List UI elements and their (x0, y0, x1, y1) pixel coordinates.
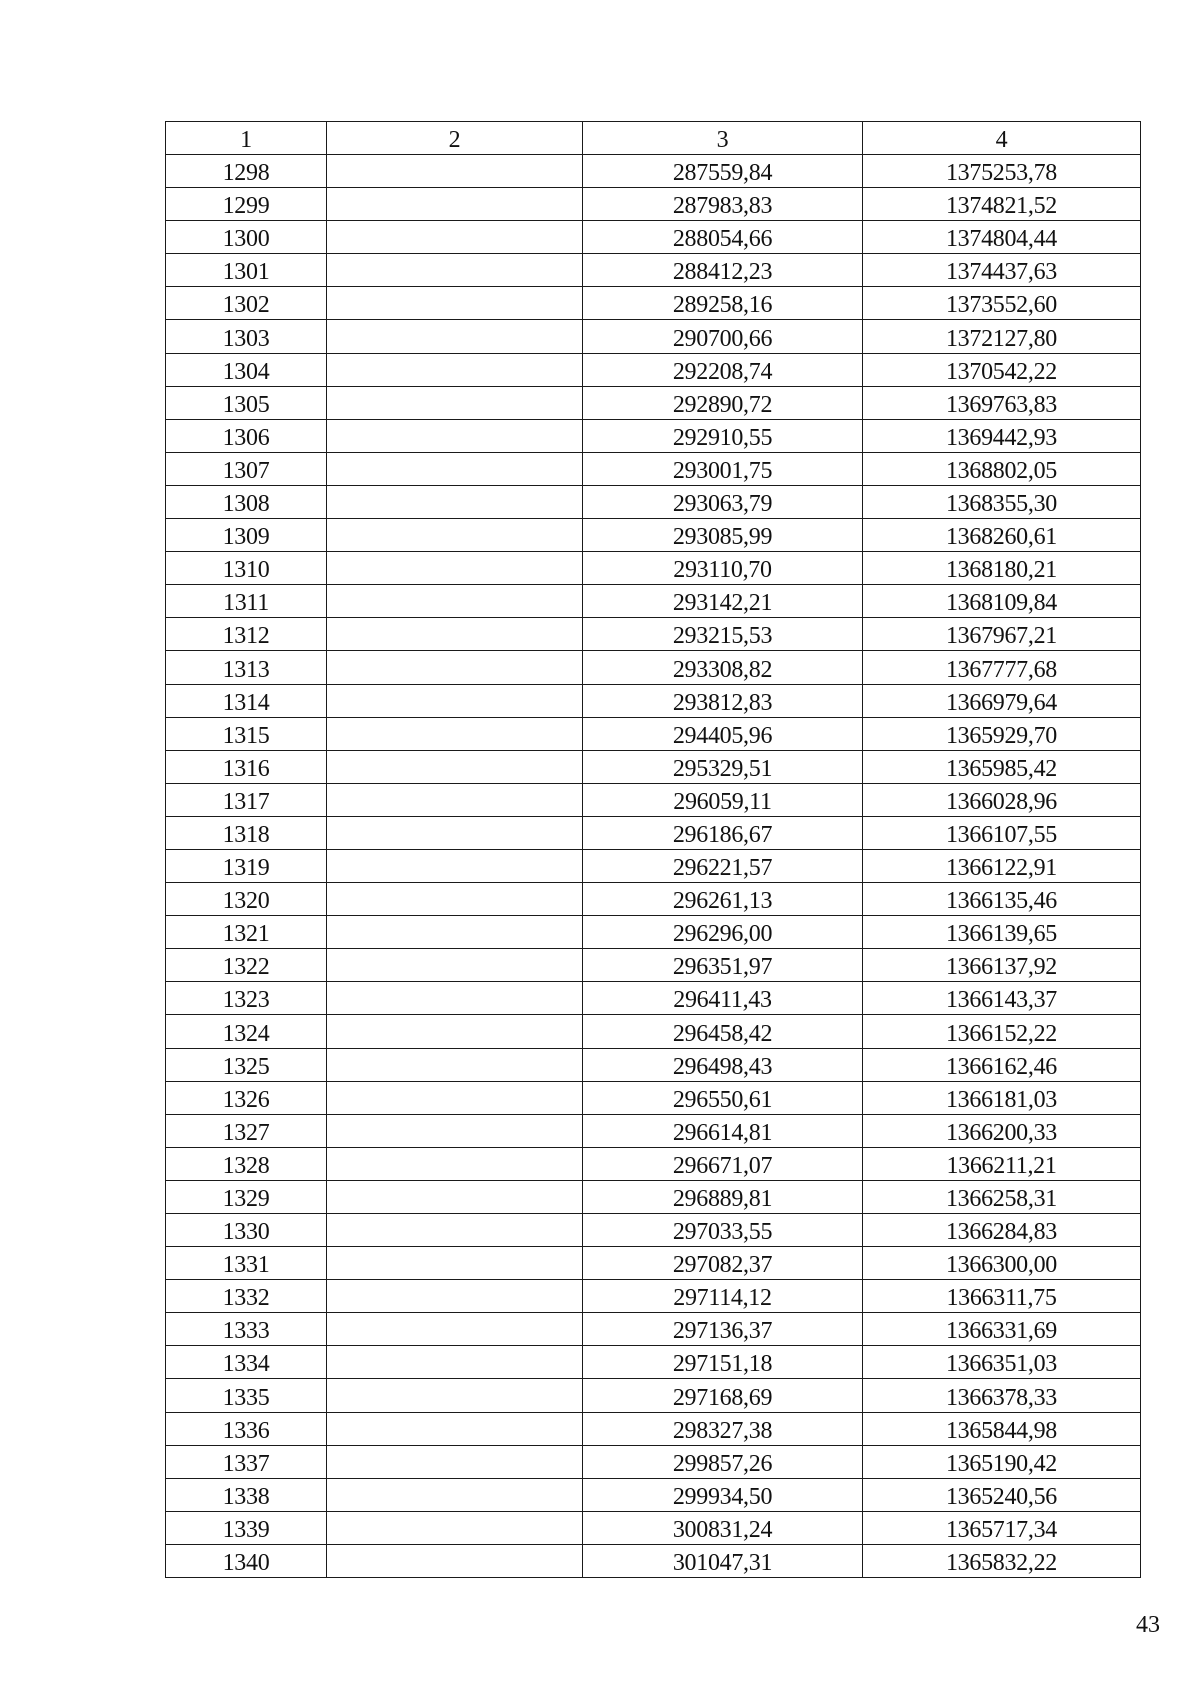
table-cell-col-1: 1299 (166, 188, 327, 221)
table-cell-col-3: 299934,50 (583, 1478, 863, 1511)
table-cell-col-3: 294405,96 (583, 717, 863, 750)
table-cell-col-4: 1366028,96 (863, 783, 1141, 816)
table-cell-col-3: 288054,66 (583, 221, 863, 254)
table-row (166, 386, 1141, 419)
table-cell-col-3: 297168,69 (583, 1379, 863, 1412)
table-cell-col-3: 296351,97 (583, 949, 863, 982)
table-cell-col-1: 1308 (166, 485, 327, 518)
table-cell-col-1: 1329 (166, 1180, 327, 1213)
table-cell-col-2 (327, 1544, 583, 1577)
table-row (166, 1445, 1141, 1478)
table-cell-col-3: 296296,00 (583, 916, 863, 949)
table-row (166, 1544, 1141, 1577)
table-row (166, 353, 1141, 386)
coordinates-table (165, 121, 1141, 1578)
table-header (166, 122, 1141, 155)
table-cell-col-1: 1307 (166, 452, 327, 485)
table-cell-col-4: 1374437,63 (863, 254, 1141, 287)
table-cell-col-4: 1365240,56 (863, 1478, 1141, 1511)
table-cell-col-3: 297151,18 (583, 1346, 863, 1379)
table-row (166, 1214, 1141, 1247)
table-cell-col-3: 292208,74 (583, 353, 863, 386)
table-cell-col-1: 1322 (166, 949, 327, 982)
table-row (166, 287, 1141, 320)
table-cell-col-2 (327, 982, 583, 1015)
table-cell-col-3: 293215,53 (583, 618, 863, 651)
table-row (166, 883, 1141, 916)
table-row (166, 1081, 1141, 1114)
table-cell-col-1: 1321 (166, 916, 327, 949)
table-cell-col-2 (327, 221, 583, 254)
table-row (166, 949, 1141, 982)
table-cell-col-3: 293001,75 (583, 452, 863, 485)
table-cell-col-1: 1302 (166, 287, 327, 320)
table-cell-col-2 (327, 883, 583, 916)
table-cell-col-2 (327, 1478, 583, 1511)
table-cell-col-2 (327, 1114, 583, 1147)
table-cell-col-4: 1365832,22 (863, 1544, 1141, 1577)
table-cell-col-2 (327, 585, 583, 618)
table-cell-col-1: 1332 (166, 1280, 327, 1313)
table-cell-col-4: 1366181,03 (863, 1081, 1141, 1114)
table-cell-col-3: 296059,11 (583, 783, 863, 816)
table-cell-col-1: 1324 (166, 1015, 327, 1048)
table-row (166, 1180, 1141, 1213)
table-cell-col-4: 1366139,65 (863, 916, 1141, 949)
table-cell-col-3: 288412,23 (583, 254, 863, 287)
table-row (166, 585, 1141, 618)
table-cell-col-1: 1323 (166, 982, 327, 1015)
column-header-4: 4 (863, 122, 1141, 155)
table-cell-col-2 (327, 1214, 583, 1247)
table-cell-col-3: 296498,43 (583, 1048, 863, 1081)
table-cell-col-1: 1311 (166, 585, 327, 618)
table-cell-col-1: 1312 (166, 618, 327, 651)
table-cell-col-2 (327, 386, 583, 419)
table-cell-col-2 (327, 552, 583, 585)
table-cell-col-4: 1366211,21 (863, 1147, 1141, 1180)
table-row (166, 1412, 1141, 1445)
table-cell-col-1: 1335 (166, 1379, 327, 1412)
table-row (166, 1247, 1141, 1280)
page-number: 43 (1136, 1612, 1160, 1638)
table-cell-col-2 (327, 684, 583, 717)
table-cell-col-3: 290700,66 (583, 320, 863, 353)
table-cell-col-2 (327, 916, 583, 949)
table-cell-col-2 (327, 1511, 583, 1544)
table-row (166, 651, 1141, 684)
table-cell-col-1: 1336 (166, 1412, 327, 1445)
table-cell-col-2 (327, 651, 583, 684)
table-cell-col-4: 1366351,03 (863, 1346, 1141, 1379)
table-cell-col-3: 293110,70 (583, 552, 863, 585)
table-cell-col-1: 1331 (166, 1247, 327, 1280)
table-row (166, 552, 1141, 585)
table-cell-col-3: 300831,24 (583, 1511, 863, 1544)
table-row (166, 816, 1141, 849)
table-cell-col-1: 1303 (166, 320, 327, 353)
table-cell-col-1: 1330 (166, 1214, 327, 1247)
table-cell-col-1: 1310 (166, 552, 327, 585)
table-cell-col-3: 293085,99 (583, 519, 863, 552)
column-header-1: 1 (166, 122, 327, 155)
table-cell-col-4: 1365190,42 (863, 1445, 1141, 1478)
table-cell-col-4: 1373552,60 (863, 287, 1141, 320)
table-cell-col-1: 1320 (166, 883, 327, 916)
table-row (166, 188, 1141, 221)
table-cell-col-1: 1298 (166, 155, 327, 188)
table-cell-col-4: 1370542,22 (863, 353, 1141, 386)
table-cell-col-4: 1365844,98 (863, 1412, 1141, 1445)
table-row (166, 1511, 1141, 1544)
table-row (166, 717, 1141, 750)
table-cell-col-3: 287559,84 (583, 155, 863, 188)
table-cell-col-1: 1339 (166, 1511, 327, 1544)
table-cell-col-3: 297136,37 (583, 1313, 863, 1346)
table-cell-col-4: 1366300,00 (863, 1247, 1141, 1280)
table-cell-col-2 (327, 750, 583, 783)
table-cell-col-1: 1326 (166, 1081, 327, 1114)
table-cell-col-2 (327, 717, 583, 750)
table-cell-col-3: 296889,81 (583, 1180, 863, 1213)
table-cell-col-2 (327, 353, 583, 386)
table-cell-col-1: 1315 (166, 717, 327, 750)
table-cell-col-4: 1367777,68 (863, 651, 1141, 684)
table-cell-col-2 (327, 849, 583, 882)
table-cell-col-3: 297082,37 (583, 1247, 863, 1280)
table-cell-col-2 (327, 1445, 583, 1478)
table-cell-col-3: 296458,42 (583, 1015, 863, 1048)
table-row (166, 849, 1141, 882)
table-row (166, 750, 1141, 783)
table-cell-col-4: 1366979,64 (863, 684, 1141, 717)
table-cell-col-4: 1375253,78 (863, 155, 1141, 188)
table-row (166, 1280, 1141, 1313)
table-row (166, 419, 1141, 452)
table-cell-col-2 (327, 1247, 583, 1280)
table-cell-col-3: 296671,07 (583, 1147, 863, 1180)
table-cell-col-2 (327, 287, 583, 320)
table-cell-col-1: 1327 (166, 1114, 327, 1147)
table-cell-col-3: 293063,79 (583, 485, 863, 518)
table-cell-col-3: 299857,26 (583, 1445, 863, 1478)
table-row (166, 452, 1141, 485)
table-row (166, 1048, 1141, 1081)
table-cell-col-3: 297033,55 (583, 1214, 863, 1247)
table-body (166, 155, 1141, 1578)
header-row (166, 122, 1141, 155)
table-cell-col-3: 296614,81 (583, 1114, 863, 1147)
table-row (166, 618, 1141, 651)
table-cell-col-1: 1337 (166, 1445, 327, 1478)
table-cell-col-1: 1305 (166, 386, 327, 419)
table-cell-col-4: 1366311,75 (863, 1280, 1141, 1313)
table-cell-col-4: 1365929,70 (863, 717, 1141, 750)
table-cell-col-3: 293142,21 (583, 585, 863, 618)
table-cell-col-2 (327, 1081, 583, 1114)
table-cell-col-2 (327, 452, 583, 485)
table-cell-col-3: 293308,82 (583, 651, 863, 684)
table-cell-col-4: 1366378,33 (863, 1379, 1141, 1412)
table-cell-col-4: 1368802,05 (863, 452, 1141, 485)
table-cell-col-3: 296221,57 (583, 849, 863, 882)
table-cell-col-4: 1366107,55 (863, 816, 1141, 849)
table-cell-col-2 (327, 1015, 583, 1048)
table-cell-col-1: 1328 (166, 1147, 327, 1180)
table-cell-col-4: 1367967,21 (863, 618, 1141, 651)
table-cell-col-4: 1366258,31 (863, 1180, 1141, 1213)
table-cell-col-1: 1317 (166, 783, 327, 816)
table-cell-col-2 (327, 949, 583, 982)
table-row (166, 1478, 1141, 1511)
table-cell-col-1: 1313 (166, 651, 327, 684)
table-cell-col-4: 1366122,91 (863, 849, 1141, 882)
table-cell-col-4: 1366135,46 (863, 883, 1141, 916)
column-header-3: 3 (583, 122, 863, 155)
table-cell-col-2 (327, 519, 583, 552)
table-cell-col-2 (327, 1280, 583, 1313)
table-row (166, 684, 1141, 717)
table-cell-col-2 (327, 783, 583, 816)
table-row (166, 783, 1141, 816)
table-cell-col-1: 1304 (166, 353, 327, 386)
table-cell-col-3: 287983,83 (583, 188, 863, 221)
table-cell-col-2 (327, 816, 583, 849)
table-cell-col-2 (327, 485, 583, 518)
table-cell-col-2 (327, 1180, 583, 1213)
table-row (166, 1346, 1141, 1379)
table-cell-col-1: 1316 (166, 750, 327, 783)
table-cell-col-4: 1366143,37 (863, 982, 1141, 1015)
table-row (166, 916, 1141, 949)
table-cell-col-2 (327, 320, 583, 353)
table-cell-col-3: 296411,43 (583, 982, 863, 1015)
table-cell-col-1: 1340 (166, 1544, 327, 1577)
table-cell-col-4: 1366162,46 (863, 1048, 1141, 1081)
table-cell-col-4: 1365717,34 (863, 1511, 1141, 1544)
table-cell-col-2 (327, 188, 583, 221)
column-header-2: 2 (327, 122, 583, 155)
table-cell-col-1: 1333 (166, 1313, 327, 1346)
table-cell-col-2 (327, 155, 583, 188)
table-cell-col-4: 1366152,22 (863, 1015, 1141, 1048)
table-cell-col-4: 1374821,52 (863, 188, 1141, 221)
table-cell-col-1: 1306 (166, 419, 327, 452)
table-cell-col-1: 1314 (166, 684, 327, 717)
table-cell-col-1: 1318 (166, 816, 327, 849)
table-cell-col-2 (327, 1379, 583, 1412)
table-row (166, 1147, 1141, 1180)
table-cell-col-1: 1301 (166, 254, 327, 287)
table-cell-col-4: 1368355,30 (863, 485, 1141, 518)
table-row (166, 982, 1141, 1015)
table-cell-col-2 (327, 419, 583, 452)
table-cell-col-2 (327, 1346, 583, 1379)
table-cell-col-3: 301047,31 (583, 1544, 863, 1577)
table-cell-col-3: 289258,16 (583, 287, 863, 320)
table-row (166, 1313, 1141, 1346)
table-cell-col-2 (327, 1048, 583, 1081)
table-cell-col-3: 297114,12 (583, 1280, 863, 1313)
table-cell-col-4: 1366200,33 (863, 1114, 1141, 1147)
table-cell-col-3: 292910,55 (583, 419, 863, 452)
table-cell-col-4: 1366137,92 (863, 949, 1141, 982)
table-cell-col-4: 1366284,83 (863, 1214, 1141, 1247)
table-cell-col-2 (327, 1147, 583, 1180)
table-cell-col-3: 296261,13 (583, 883, 863, 916)
table-cell-col-4: 1365985,42 (863, 750, 1141, 783)
table-cell-col-3: 292890,72 (583, 386, 863, 419)
table-row (166, 155, 1141, 188)
table-cell-col-3: 295329,51 (583, 750, 863, 783)
table-cell-col-4: 1368109,84 (863, 585, 1141, 618)
table-cell-col-1: 1325 (166, 1048, 327, 1081)
table-cell-col-1: 1319 (166, 849, 327, 882)
table-cell-col-1: 1300 (166, 221, 327, 254)
table-cell-col-4: 1369442,93 (863, 419, 1141, 452)
table-cell-col-1: 1309 (166, 519, 327, 552)
table-cell-col-3: 298327,38 (583, 1412, 863, 1445)
table-row (166, 221, 1141, 254)
table-cell-col-3: 293812,83 (583, 684, 863, 717)
table-cell-col-1: 1338 (166, 1478, 327, 1511)
table-cell-col-1: 1334 (166, 1346, 327, 1379)
table-cell-col-4: 1366331,69 (863, 1313, 1141, 1346)
table-cell-col-4: 1368260,61 (863, 519, 1141, 552)
table-row (166, 1114, 1141, 1147)
table-cell-col-4: 1369763,83 (863, 386, 1141, 419)
table-row (166, 1379, 1141, 1412)
table-cell-col-4: 1372127,80 (863, 320, 1141, 353)
table-row (166, 320, 1141, 353)
table-row (166, 519, 1141, 552)
table-row (166, 485, 1141, 518)
table-row (166, 254, 1141, 287)
table-cell-col-3: 296550,61 (583, 1081, 863, 1114)
table-cell-col-4: 1374804,44 (863, 221, 1141, 254)
table-cell-col-2 (327, 254, 583, 287)
table-cell-col-2 (327, 1412, 583, 1445)
table-cell-col-3: 296186,67 (583, 816, 863, 849)
table-row (166, 1015, 1141, 1048)
table-cell-col-2 (327, 1313, 583, 1346)
table-cell-col-2 (327, 618, 583, 651)
table-cell-col-4: 1368180,21 (863, 552, 1141, 585)
